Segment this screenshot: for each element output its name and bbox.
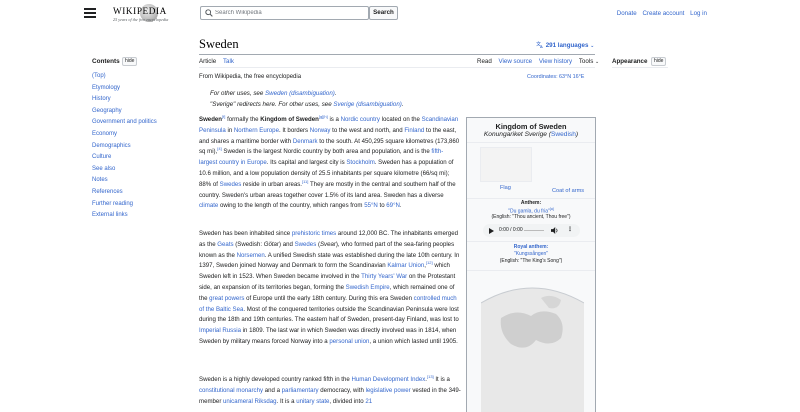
royal-anthem-english: (English: "The King's Song") xyxy=(499,258,563,264)
footnote-ref[interactable]: [11] xyxy=(302,178,309,184)
infobox-divider xyxy=(467,270,595,271)
royal-anthem-label xyxy=(467,244,595,250)
hatnote-text: . xyxy=(334,90,337,97)
text-run: reside in urban areas. xyxy=(241,180,302,188)
footnote-ref[interactable]: [4] xyxy=(217,146,222,152)
toc-list xyxy=(92,73,157,224)
inline-link[interactable]: Geats xyxy=(217,240,234,248)
italic-text: Götar xyxy=(263,240,279,248)
text-run: in 1809. The last war in which Sweden was directly involved was in 1814, when Sweden by military means forced Norway into a xyxy=(199,327,457,345)
intro-paragraph-1 xyxy=(199,115,461,212)
native-lang-link[interactable]: Swedish xyxy=(550,131,576,138)
inline-link[interactable]: 55°N xyxy=(364,202,378,210)
hatnote-text: . xyxy=(401,101,404,108)
text-run: . It borders xyxy=(278,126,310,134)
toc-item-demographics[interactable]: Demographics xyxy=(92,142,131,149)
text-run: around 12,000 BC. The inhabitants emerged as the xyxy=(199,230,459,248)
chevron-down-icon: ⌄ xyxy=(595,59,600,65)
inline-link[interactable]: 21 xyxy=(365,397,373,405)
text-run: to the east, and shares a maritime border with xyxy=(199,126,457,145)
text-run: to the west and north, and xyxy=(330,126,405,134)
inline-link[interactable]: fifth-largest country in Europe xyxy=(199,148,444,167)
infobox-native-name: Konungariket Sverige (Swedish) xyxy=(483,131,579,138)
chevron-down-icon: ⌄ xyxy=(590,43,595,49)
inline-link[interactable]: Thirty Years' War xyxy=(361,273,408,281)
appearance-title: Appearance xyxy=(612,58,648,65)
more-options-icon[interactable]: ⋮ xyxy=(567,227,573,233)
royal-anthem-link[interactable]: "Kungssången" xyxy=(513,251,549,257)
text-run: . Its capital and largest city is xyxy=(266,159,347,167)
toc-item-references[interactable]: References xyxy=(92,188,123,195)
text-run: on the Protestant side, an expansion of its territories began, forming the xyxy=(199,273,456,291)
infobox-divider xyxy=(467,241,595,242)
appearance-divider xyxy=(612,67,668,68)
inline-link[interactable]: great powers xyxy=(209,294,245,302)
infobox-divider xyxy=(467,142,595,143)
text-run: to xyxy=(377,202,387,210)
tools-label: Tools xyxy=(578,58,594,65)
text-run: , xyxy=(424,262,426,270)
language-button[interactable] xyxy=(536,41,594,49)
tab-article[interactable]: Article xyxy=(199,58,216,68)
coordinates-link[interactable]: Coordinates: 63°N 16°E xyxy=(527,74,585,80)
page-title: Sweden xyxy=(199,37,239,51)
inline-link[interactable]: Kalmar Union xyxy=(387,262,425,270)
inline-link[interactable]: Northern Europe xyxy=(233,126,279,134)
create-account-link[interactable]: Create account xyxy=(642,10,685,17)
text-run: . xyxy=(425,376,427,383)
royal-anthem-title xyxy=(467,251,595,257)
inline-link[interactable]: controlled much of the Baltic Sea xyxy=(199,294,457,313)
inline-link[interactable]: Human Development Index xyxy=(351,376,426,383)
inline-link[interactable]: unicameral Riksdag xyxy=(223,397,277,405)
toc-title: Contents xyxy=(92,58,120,65)
audio-progress-bar[interactable] xyxy=(524,230,544,231)
text-run: , which remained one of the xyxy=(199,283,455,302)
text-run: of Europe until the early 18th century. During this era Sweden xyxy=(244,294,414,302)
inline-link[interactable]: Nordic country xyxy=(340,116,380,123)
language-count: 291 languages xyxy=(545,42,589,49)
toc-item-government[interactable]: Government and politics xyxy=(92,119,157,126)
toc-item-geography[interactable]: Geography xyxy=(92,107,122,114)
text-run: . Most of the conquered territories outside the Scandinavian Peninsula were lost during the 18th and 19th centuries. The eastern half of Sweden, present-day Finland, was lost to xyxy=(199,305,459,324)
footnote-ref[interactable]: [12] xyxy=(425,260,433,266)
toc-hide-button[interactable]: hide xyxy=(122,57,137,66)
text-run: located on the xyxy=(379,116,422,123)
search-box xyxy=(200,6,369,20)
inline-link[interactable]: Denmark xyxy=(292,137,318,145)
search-button[interactable]: Search xyxy=(369,6,398,20)
inline-link[interactable]: Swedes xyxy=(219,180,242,188)
hatnote-redirect xyxy=(210,101,404,108)
footnote-ref[interactable]: [g][h] xyxy=(318,113,328,119)
footnote-ref[interactable]: [f] xyxy=(222,113,226,119)
infobox-title: Kingdom of Sweden xyxy=(495,122,567,131)
text-run: vested in the 349-member xyxy=(199,386,461,405)
toc-item-further-reading[interactable]: Further reading xyxy=(92,200,134,207)
inline-link[interactable]: Stockholm xyxy=(346,159,375,167)
text-run: Sweden is a highly developed country ranked fifth in the xyxy=(199,376,352,383)
hatnote-text: "Sverige" redirects here. For other uses, see xyxy=(210,101,334,108)
bold-text: Sweden xyxy=(199,116,223,123)
audio-player xyxy=(483,224,580,237)
tab-view-source[interactable]: View source xyxy=(498,58,533,65)
anthem-link[interactable]: "Du gamla, du fria" xyxy=(508,208,550,215)
text-run: (Swedish: xyxy=(233,240,264,248)
play-icon[interactable] xyxy=(489,228,494,234)
inline-link[interactable]: 69°N xyxy=(386,202,400,210)
text-run: Sweden is the largest Nordic country by both area and population, and is the xyxy=(221,148,432,156)
volume-icon[interactable] xyxy=(551,227,558,234)
inline-link[interactable]: Finland xyxy=(404,126,425,134)
text-run: in xyxy=(225,126,234,134)
audio-time: 0:00 / 0:00 xyxy=(499,227,523,233)
royal-anthem-label-link[interactable]: Royal anthem: xyxy=(513,244,549,250)
infobox-divider xyxy=(467,198,595,199)
wikipedia-wordmark[interactable]: WIKIPEDIA xyxy=(113,6,167,16)
toc-item-notes[interactable]: Notes xyxy=(92,177,108,184)
intro-paragraph-3 xyxy=(199,375,461,407)
native-name: Konungariket Sverige xyxy=(483,131,547,138)
wikipedia-tagline: 25 years of the free encyclopedia xyxy=(113,17,169,22)
inline-link[interactable]: Norsemen xyxy=(236,251,265,259)
toc-item-history[interactable]: History xyxy=(92,96,111,103)
appearance-hide-button[interactable]: hide xyxy=(651,57,666,66)
location-map[interactable] xyxy=(481,278,584,412)
text-run: . It is a xyxy=(276,397,297,405)
text-run: owing to the length of the country, which ranges from xyxy=(218,202,365,210)
tab-view-history[interactable]: View history xyxy=(538,58,573,65)
hatnote-link[interactable]: Sweden (disambiguation) xyxy=(265,90,335,97)
text-run: . A unified Swedish state was established during the late 10th century. In 1397, Sweden joined Norway and Denmark to form the Scandinavian xyxy=(199,251,460,270)
text-run: and a xyxy=(263,386,282,394)
flag-image[interactable] xyxy=(480,147,532,182)
text-run: , divided into xyxy=(329,397,366,405)
tab-divider xyxy=(199,67,595,68)
inline-link[interactable]: parliamentary xyxy=(281,386,319,394)
inline-link[interactable]: Swedes xyxy=(294,240,317,248)
text-run: is a xyxy=(327,116,341,123)
toc-item-see-also[interactable]: See also xyxy=(92,165,116,172)
anthem-english: (English: "Thou ancient, Thou free") xyxy=(491,214,571,220)
text-run: ), who formed part of the sea-faring peoples known as the xyxy=(199,240,455,259)
inline-link[interactable]: legislative power xyxy=(365,386,411,394)
search-icon xyxy=(205,9,213,17)
text-run: ) and xyxy=(278,240,295,248)
text-run: ( xyxy=(316,240,320,248)
hatnote-disambiguation xyxy=(210,90,337,97)
tab-tools[interactable] xyxy=(579,58,599,67)
bold-text: Kingdom of Sweden xyxy=(260,116,319,123)
search-input[interactable] xyxy=(215,8,365,18)
text-run: Sweden has been inhabited since xyxy=(199,230,292,237)
inline-link[interactable]: unitary state xyxy=(296,397,330,405)
translate-icon xyxy=(536,41,544,48)
anthem-label: Anthem: xyxy=(520,200,542,206)
toc-item-external-links[interactable]: External links xyxy=(92,212,128,219)
main-menu-icon[interactable] xyxy=(84,8,96,19)
text-run: It is a xyxy=(433,376,450,383)
text-run: They are mostly in the central and southern half of the country. Sweden's urban areas together cover 1.5% of its land area. Sweden has a diverse xyxy=(199,180,456,199)
flag-link[interactable]: Flag xyxy=(500,185,511,191)
infobox xyxy=(466,117,596,412)
inline-link[interactable]: Scandinavian Peninsula xyxy=(199,116,459,134)
italic-text: Svear xyxy=(319,240,336,248)
toc-item-top[interactable]: (Top) xyxy=(92,73,106,79)
login-link[interactable]: Log in xyxy=(690,10,707,17)
site-subtitle: From Wikipedia, the free encyclopedia xyxy=(199,74,302,80)
toc-item-culture[interactable]: Culture xyxy=(92,154,112,161)
user-links xyxy=(613,10,707,17)
text-run: . Sweden has a population of 10.6 million, and a low population density of 25.5 inhabitants per square kilometre (66/sq mi); 88% of xyxy=(199,159,454,188)
toc-item-economy[interactable]: Economy xyxy=(92,130,118,137)
inline-link[interactable]: personal union xyxy=(329,337,370,345)
inline-link[interactable]: Imperial Russia xyxy=(199,327,241,335)
text-run: which Sweden left in 1523. When Sweden became involved in the xyxy=(199,262,450,281)
anthem-footnote[interactable]: [a] xyxy=(549,207,554,211)
inline-link[interactable]: climate xyxy=(199,202,219,210)
inline-link[interactable]: Norway xyxy=(309,126,331,134)
footnote-ref[interactable]: [13] xyxy=(427,373,434,379)
title-divider xyxy=(199,54,595,55)
tab-talk[interactable]: Talk xyxy=(222,58,234,65)
tab-read[interactable]: Read xyxy=(477,58,492,68)
inline-link[interactable]: constitutional monarchy xyxy=(199,386,264,394)
hatnote-text: For other uses, see xyxy=(210,90,266,97)
inline-link[interactable]: prehistoric times xyxy=(291,230,337,237)
inline-link[interactable]: Swedish Empire xyxy=(345,283,390,291)
toc-item-etymology[interactable]: Etymology xyxy=(92,84,121,91)
text-run: . xyxy=(399,202,402,210)
text-run: democracy, with xyxy=(318,386,366,394)
text-run: formally the xyxy=(225,116,261,123)
donate-link[interactable]: Donate xyxy=(616,10,637,17)
text-run: , a union which lasted until 1905. xyxy=(369,337,458,345)
hatnote-link[interactable]: Sverige (disambiguation) xyxy=(333,101,402,108)
text-run: to the south. At 450,295 square kilometres (173,860 sq mi), xyxy=(199,137,460,156)
svg-text:文: 文 xyxy=(536,41,541,47)
svg-text:A: A xyxy=(540,44,543,48)
intro-paragraph-2 xyxy=(199,229,461,348)
coat-of-arms-link[interactable]: Coat of arms xyxy=(552,188,585,194)
